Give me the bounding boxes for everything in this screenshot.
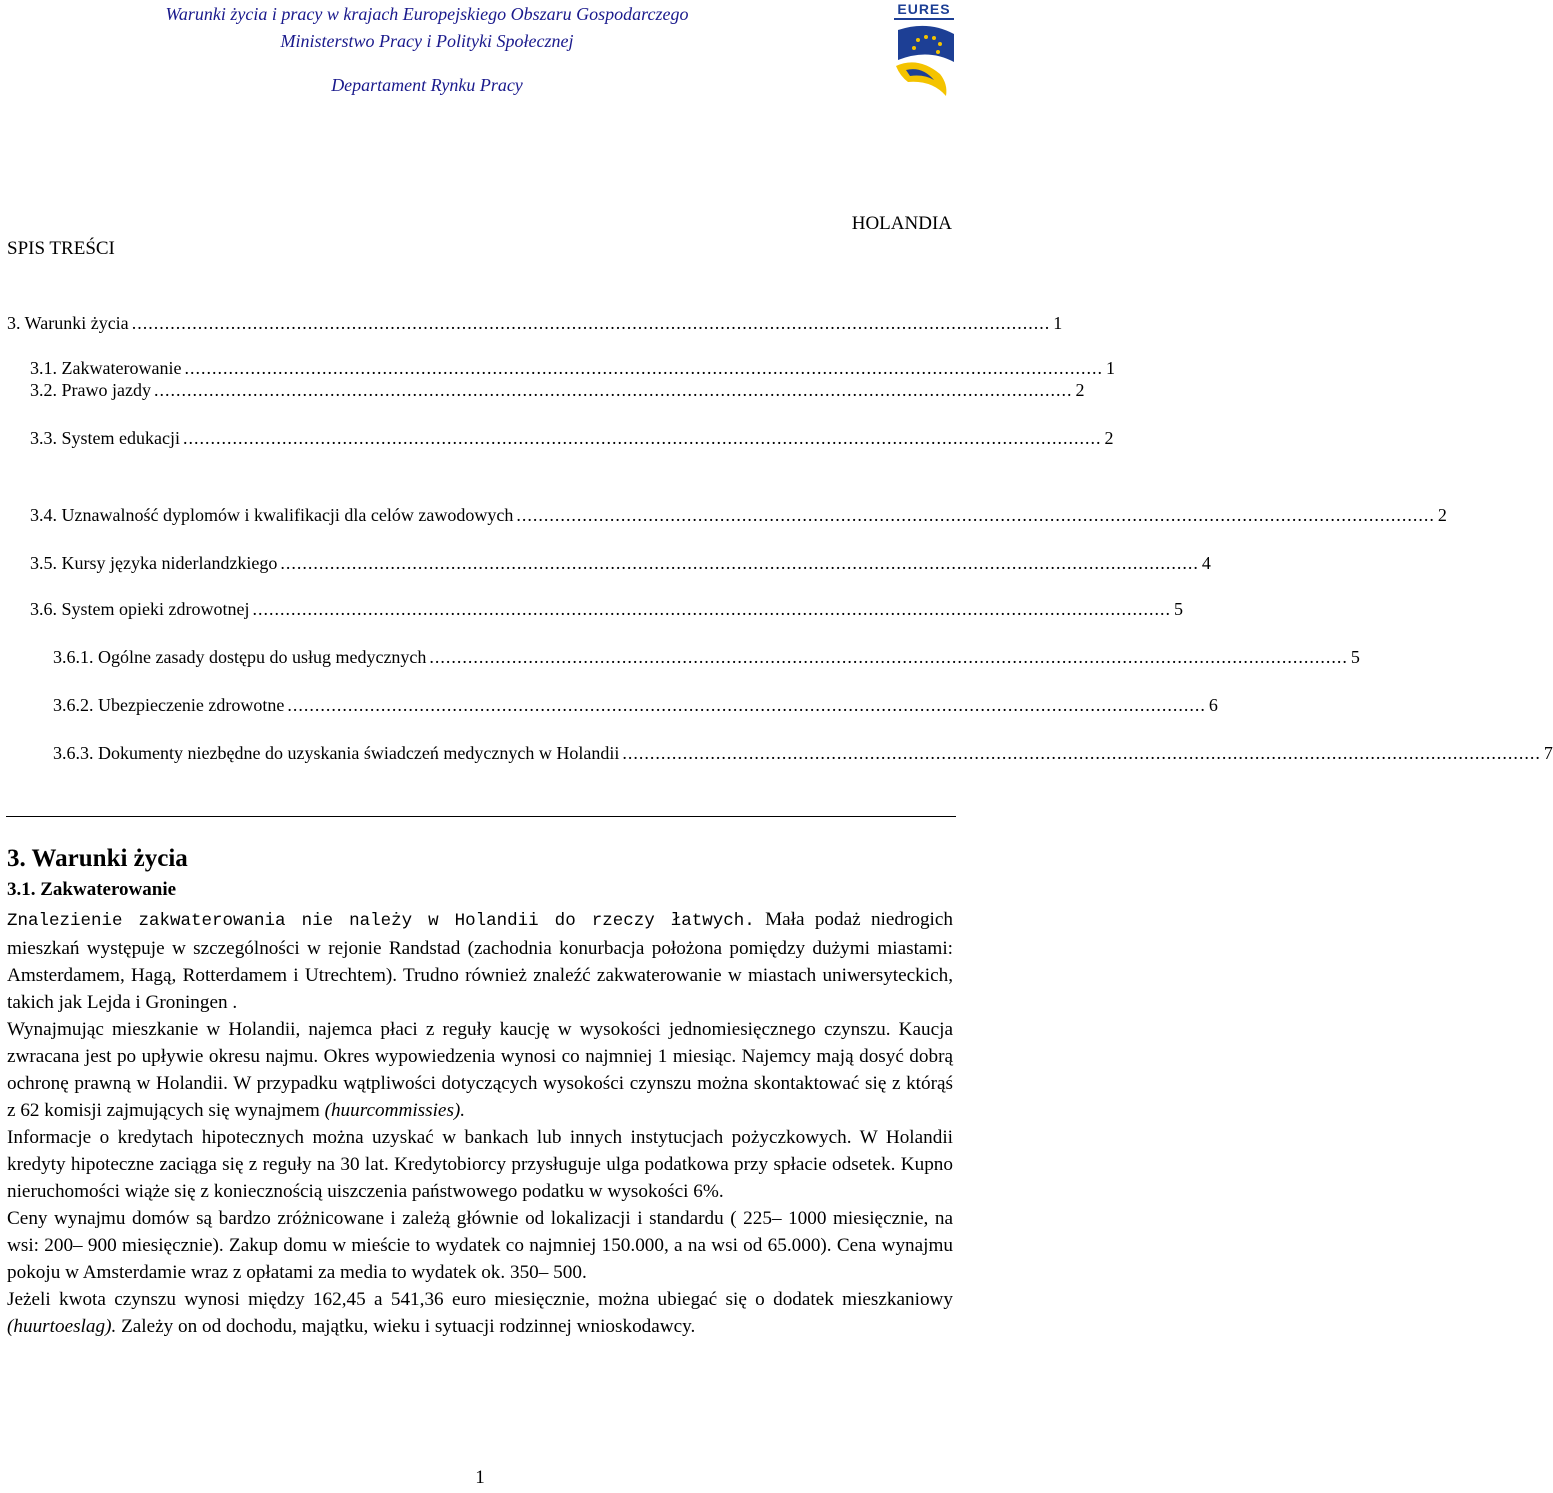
paragraph bbox=[7, 906, 953, 1016]
toc-leader: ....................................................................................................................................................................... bbox=[184, 358, 1103, 378]
paragraph-text: Zależy on od dochodu, majątku, wieku i sytuacji rodzinnej wnioskodawcy. bbox=[116, 1316, 696, 1337]
paragraph: Ceny wynajmu domów są bardzo zróżnicowane i zależą głównie od lokalizacji i standardu ( 225– 1000 miesięcznie, na wsi: 200– 900 miesięcznie). Zakup domu w mieście to wydatek co najmniej 150.000, a na wsi od 65.000). Cena wynajmu pokoju w Amsterdamie wraz z opłatami za media to wydatek ok. 350– 500. bbox=[7, 1208, 953, 1283]
paragraph: Informacje o kredytach hipotecznych można uzyskać w bankach lub innych instytucjach pożyczkowych. W Holandii kredyty hipoteczne zaciąga się z reguły na 30 lat. Kredytobiorcy przysługuje ulga podatkowa przy spłacie odsetek. Kupno nieruchomości wiąże się z koniecznością uiszczenia państwowego podatku w wysokości 6%. bbox=[7, 1127, 953, 1202]
toc-entry-label: 3. Warunki życia bbox=[7, 313, 129, 333]
paragraph-italic: (huurcommissies). bbox=[324, 1100, 466, 1121]
page-header bbox=[0, 0, 960, 110]
header-ministry: Ministerstwo Pracy i Polityki Społecznej bbox=[280, 31, 574, 51]
toc-entry-label: 3.6. System opieki zdrowotnej bbox=[30, 599, 250, 619]
toc-title: SPIS TREŚCI bbox=[7, 238, 115, 259]
toc-entry-label: 3.6.2. Ubezpieczenie zdrowotne bbox=[53, 695, 285, 715]
toc-entry[interactable] bbox=[53, 647, 1360, 668]
svg-text:EURES: EURES bbox=[897, 1, 951, 17]
toc-entry-label: 3.6.3. Dokumenty niezbędne do uzyskania świadczeń medycznych w Holandii bbox=[53, 743, 620, 763]
toc-entry[interactable] bbox=[53, 743, 1553, 764]
toc-entry-page: 4 bbox=[1201, 553, 1211, 573]
toc-leader: ....................................................................................................................................................................... bbox=[131, 313, 1051, 333]
toc-entry-page: 7 bbox=[1543, 743, 1553, 763]
toc-entry[interactable] bbox=[7, 313, 1063, 334]
toc-entry[interactable] bbox=[30, 553, 1211, 574]
subsection-heading: 3.1. Zakwaterowanie bbox=[7, 879, 177, 900]
toc-leader: ....................................................................................................................................................................... bbox=[287, 695, 1206, 715]
toc-leader: ....................................................................................................................................................................... bbox=[280, 553, 1199, 573]
paragraph-italic: (huurtoeslag). bbox=[7, 1316, 117, 1337]
page-number: 1 bbox=[475, 1467, 485, 1488]
header-title: Warunki życia i pracy w krajach Europejskiego Obszaru Gospodarczego bbox=[165, 4, 689, 24]
toc-entry-label: 3.5. Kursy języka niderlandzkiego bbox=[30, 553, 278, 573]
toc-entry-page: 2 bbox=[1104, 428, 1114, 448]
toc-entry[interactable] bbox=[30, 428, 1114, 449]
toc-entry-page: 1 bbox=[1053, 313, 1063, 333]
toc-entry-label: 3.1. Zakwaterowanie bbox=[30, 358, 182, 378]
toc-entry-page: 2 bbox=[1075, 380, 1085, 400]
toc-leader: ....................................................................................................................................................................... bbox=[182, 428, 1102, 448]
toc-entry-label: 3.6.1. Ogólne zasady dostępu do usług medycznych bbox=[53, 647, 427, 667]
header-department: Departament Rynku Pracy bbox=[331, 75, 523, 95]
paragraph-text: Wynajmując mieszkanie w Holandii, najemca płaci z reguły kaucję w wysokości jednomiesięcznego czynszu. Kaucja zwracana jest po upływie okresu najmu. Okres wypowiedzenia wynosi co najmniej 1 miesiąc. Najemcy mają dosyć dobrą ochronę prawną w Holandii. W przypadku wątpliwości dotyczących wysokości czynszu można skontaktować się z którąś z 62 komisji zajmujących się wynajmem bbox=[7, 1019, 953, 1121]
toc-entry-page: 6 bbox=[1208, 695, 1218, 715]
toc-leader: ....................................................................................................................................................................... bbox=[252, 599, 1171, 619]
toc-leader: ....................................................................................................................................................................... bbox=[516, 505, 1435, 525]
section-heading: 3. Warunki życia bbox=[7, 845, 188, 872]
toc-entry-page: 5 bbox=[1173, 599, 1183, 619]
toc-entry-label: 3.2. Prawo jazdy bbox=[30, 380, 151, 400]
toc-entry-page: 2 bbox=[1437, 505, 1447, 525]
toc-entry-page: 5 bbox=[1350, 647, 1360, 667]
toc-leader: ....................................................................................................................................................................... bbox=[622, 743, 1541, 763]
section-body bbox=[7, 906, 953, 1340]
paragraph bbox=[7, 1016, 953, 1124]
toc-entry-label: 3.4. Uznawalność dyplomów i kwalifikacji dla celów zawodowych bbox=[30, 505, 514, 525]
section-divider bbox=[6, 816, 956, 817]
paragraph-text: Mała podaż niedrogich mieszkań występuje w szczególności w rejonie Randstad (zachodnia konurbacja położona pomiędzy dużymi miastami: Amsterdamem, Hagą, Rotterdamem i Utrechtem). Trudno również znaleźć zakwaterowanie w miastach uniwersyteckich, takich jak Lejda i Groningen . bbox=[7, 909, 953, 1013]
toc-leader: ....................................................................................................................................................................... bbox=[429, 647, 1348, 667]
toc-entry[interactable] bbox=[30, 380, 1085, 401]
toc-entry[interactable] bbox=[30, 358, 1115, 379]
toc-entry-page: 1 bbox=[1105, 358, 1115, 378]
paragraph-text: Jeżeli kwota czynszu wynosi między 162,45 a 541,36 euro miesięcznie, można ubiegać się o dodatek mieszkaniowy bbox=[7, 1289, 953, 1310]
toc-entry[interactable] bbox=[30, 505, 1447, 526]
paragraph bbox=[7, 1286, 953, 1340]
paragraph-lead: Znalezienie zakwaterowania nie należy w Holandii do rzeczy łatwych. bbox=[7, 911, 755, 931]
toc-entry[interactable] bbox=[53, 695, 1218, 716]
country-name: HOLANDIA bbox=[851, 213, 952, 234]
toc-entry-label: 3.3. System edukacji bbox=[30, 428, 180, 448]
toc-leader: ....................................................................................................................................................................... bbox=[153, 380, 1073, 400]
toc-entry[interactable] bbox=[30, 599, 1183, 620]
eures-logo bbox=[888, 0, 960, 100]
